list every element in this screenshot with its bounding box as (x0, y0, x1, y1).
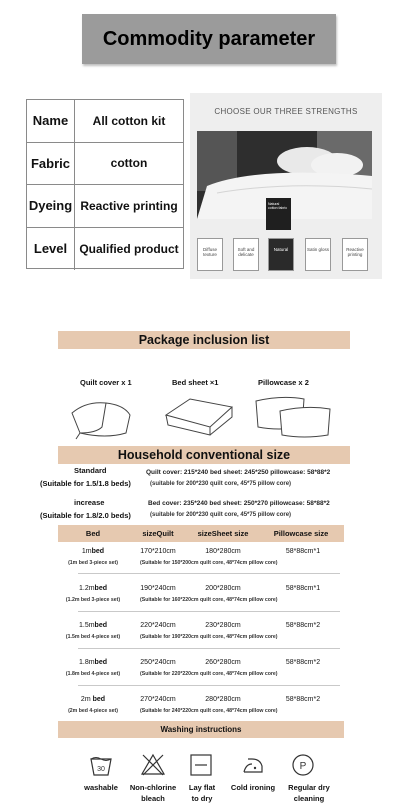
param-key: Dyeing (27, 185, 75, 227)
wash-label: Lay flat to dry (188, 783, 216, 803)
increase-note: (suitable for 200*230 quilt core, 45*75 pillow core) (150, 512, 292, 518)
standard-spec: Quilt cover: 215*240 bed sheet: 245*250 pillowcase: 58*88*2 (146, 469, 331, 476)
wash-label: washable (84, 783, 118, 792)
param-key: Fabric (27, 143, 75, 185)
section-title: Household conventional size (117, 448, 291, 462)
standard-suitable: (Suitable for 1.5/1.8 beds) (40, 479, 131, 488)
svg-text:P: P (299, 761, 307, 772)
wash-label: Regular dry cleaning (288, 783, 330, 803)
page-title: Commodity parameter (102, 27, 316, 50)
section-title: Washing instructions (160, 725, 242, 734)
header-cell: Pillowcase size (273, 529, 329, 538)
standard-note: (suitable for 200*230 quilt core, 45*75 pillow core) (150, 481, 292, 487)
param-value: cotton (110, 156, 148, 171)
feature-card: Satin gloss (305, 238, 331, 271)
param-key: Level (27, 228, 75, 271)
standard-label: Standard (74, 466, 107, 475)
dry-cleaning-icon (290, 752, 316, 778)
header-cell: sizeSheet size (197, 529, 249, 538)
row-divider (78, 648, 340, 649)
row-divider (78, 685, 340, 686)
row-divider (78, 573, 340, 574)
non-chlorine-bleach-icon (140, 752, 166, 778)
package-item-label: Quilt cover x 1 (80, 378, 132, 387)
feature-card: Soft and delicate (233, 238, 259, 271)
table-row: 1.5mbed 220*240cm 230*280cm 58*88cm*2 (1.5m bed 4-piece set) (Suitable for 190*220cm quilt core, 48*74cm pillow core) (65, 621, 321, 640)
svg-text:30: 30 (97, 766, 105, 773)
lay-flat-dry-icon (188, 752, 214, 778)
header-cell: Bed (85, 529, 101, 538)
row-divider (78, 611, 340, 612)
table-row: 2m bed 270*240cm 280*280cm 58*88cm*2 (2m bed 4-piece set) (Suitable for 240*220cm quilt core, 48*74cm pillow core) (68, 695, 321, 714)
wash-label: Non-chlorine bleach (129, 783, 177, 803)
feature-card: Reactive printing (342, 238, 368, 271)
param-value: Qualified product (79, 241, 179, 256)
param-key: Name (27, 100, 75, 142)
size-table-rows (58, 0, 348, 809)
washing-section-header (58, 721, 344, 738)
table-row: 1mbed 170*210cm 180*280cm 58*88cm*1 (1m bed 3-piece set) (Suitable for 150*200cm quilt core, 48*74cm pillow core) (68, 547, 321, 566)
feature-card: Diffuse texture (197, 238, 223, 271)
cold-ironing-icon (240, 752, 266, 778)
tag-text: Natural cotton fabric (268, 202, 288, 210)
table-row: 1.2mbed 190*240cm 200*280cm 58*88cm*1 (1.2m bed 3-piece set) (Suitable for 160*220cm quilt core, 48*74cm pillow core) (65, 584, 321, 603)
feature-card: Natural (268, 238, 294, 271)
header-cell: sizeQuilt (142, 529, 174, 538)
photo-title: CHOOSE OUR THREE STRENGTHS (214, 107, 358, 116)
section-title: Package inclusion list (138, 333, 270, 347)
package-item-label: Pillowcase x 2 (258, 378, 309, 387)
increase-spec: Bed cover: 235*240 bed sheet: 250*270 pillowcase: 58*88*2 (148, 500, 330, 507)
increase-label: increase (74, 498, 105, 507)
package-item-label: Bed sheet ×1 (172, 378, 219, 387)
washable-icon (88, 752, 114, 778)
wash-label: Cold ironing (230, 783, 276, 792)
param-value: Reactive printing (80, 198, 178, 213)
increase-suitable: (Suitable for 1.8/2.0 beds) (40, 511, 131, 520)
table-row: 1.8mbed 250*240cm 260*280cm 58*88cm*2 (1.8m bed 4-piece set) (Suitable for 220*220cm quilt core, 48*74cm pillow core) (65, 658, 321, 677)
param-value: All cotton kit (92, 113, 166, 128)
